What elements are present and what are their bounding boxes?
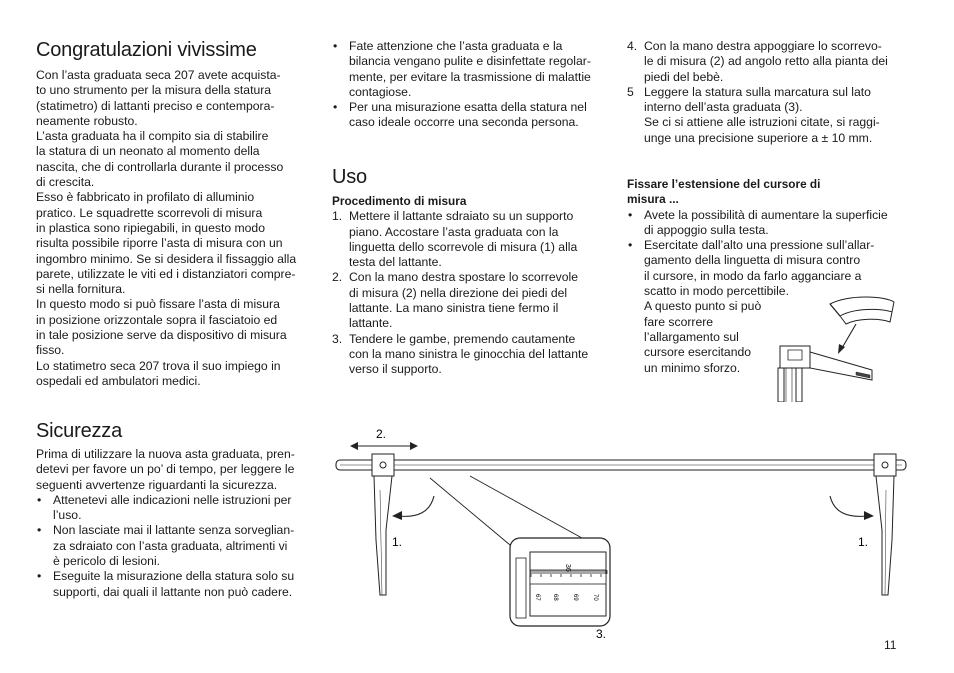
uso-section xyxy=(332,194,617,378)
label-1-left: 1. xyxy=(392,535,403,549)
text-line: • Attenetevi alle indicazioni nelle istruzioni per xyxy=(53,492,292,507)
text-line: gamento della linguetta di misura contro xyxy=(644,253,861,268)
text-line: di appoggio sulla testa. xyxy=(644,222,769,237)
text-line: Leggere la statura sulla marcatura sul lato xyxy=(644,84,871,99)
text-line: Esso è fabbricato in profilato di alluminio xyxy=(36,190,255,205)
page-number: 11 xyxy=(884,638,897,652)
text-line: cursore esercitando xyxy=(644,345,752,360)
text-line: l’allargamento sul xyxy=(644,329,739,344)
text-line: seguenti avvertenze riguardanti la sicurezza. xyxy=(36,477,278,492)
text-line: Prima di utilizzare la nuova asta graduata, pren- xyxy=(36,447,295,461)
text-line: caso ideale occorre una seconda persona. xyxy=(349,115,579,130)
text-line: Con l’asta graduata seca 207 avete acquista- xyxy=(36,68,281,82)
text-line: in plastica sono ripiegabili, in questo modo xyxy=(36,220,265,235)
text-line: contagiose. xyxy=(349,84,412,99)
text-line: un minimo sforzo. xyxy=(644,360,741,375)
col2-bullets xyxy=(332,39,617,131)
text-line: l’uso. xyxy=(53,508,82,523)
text-line: • Fate attenzione che l’asta graduata e la xyxy=(349,39,563,53)
text-line: neamente robusto. xyxy=(36,113,138,128)
label-2: 2. xyxy=(376,427,387,441)
text-line: in posizione orizzontale sopra il fasciatoio ed xyxy=(36,312,278,327)
reading-step-list xyxy=(627,39,917,146)
col3-steps xyxy=(627,39,917,146)
text-line: le di misura (2) ad angolo retto alla pianta dei xyxy=(644,54,888,69)
step-item xyxy=(332,332,617,378)
bullet-item xyxy=(36,523,321,569)
text-line: ingombro minimo. Se si desidera il fissaggio alla xyxy=(36,251,297,266)
safety-text xyxy=(36,447,321,600)
text-line: nascita, che di controllarla durante il processo xyxy=(36,159,284,174)
text-line: detevi per favore un po’ di tempo, per leggere le xyxy=(36,462,295,477)
text-line: la statura di un neonato al momento della xyxy=(36,144,260,159)
text-line: (statimetro) di lattanti preciso e contempora- xyxy=(36,98,275,113)
text-line: misura ... xyxy=(627,192,679,207)
heading-congratulazioni: Congratulazioni vivissime xyxy=(36,39,257,61)
bullet-item xyxy=(36,569,321,600)
bullet-item xyxy=(332,39,617,100)
text-line: A questo punto si può xyxy=(644,299,762,314)
text-line: lattante. xyxy=(349,316,393,331)
text-line: interno dell’asta graduata (3). xyxy=(644,100,803,115)
text-line: linguetta dello scorrevole di misura (1) alla xyxy=(349,239,578,254)
step-number: 2. xyxy=(332,270,343,285)
text-line: supporti, dai quali il lattante non può cadere. xyxy=(53,584,293,599)
scale-digit-2: 68 xyxy=(552,594,558,601)
text-line: è pericolo di lesioni. xyxy=(53,554,161,569)
scale-digit-4: 70 xyxy=(592,594,598,601)
safety-intro xyxy=(36,447,321,493)
hygiene-bullet-list xyxy=(332,39,617,131)
heading-uso: Uso xyxy=(332,166,367,188)
text-line: Con la mano destra spostare lo scorrevole xyxy=(349,270,578,285)
text-line: • Esercitate dall’alto una pressione sull’allar- xyxy=(644,238,875,253)
text-line: verso il supporto. xyxy=(349,362,442,377)
step-item xyxy=(627,85,917,146)
text-line: lattante. La mano sinistra tiene fermo il xyxy=(349,301,559,316)
text-line: • Eseguite la misurazione della statura solo su xyxy=(53,569,295,584)
step-number: 1. xyxy=(332,209,343,224)
text-line: scatto in modo percettibile. xyxy=(644,284,789,299)
scale-digit-1: 67 xyxy=(534,594,540,601)
uso-step-list xyxy=(332,209,617,377)
text-line: Tendere le gambe, premendo cautamente xyxy=(349,331,576,346)
safety-bullet-list xyxy=(36,493,321,600)
text-line: piano. Accostare l’asta graduata con la xyxy=(349,224,559,239)
text-line: di misura (2) nella direzione dei piedi del xyxy=(349,285,568,300)
text-line: fisso. xyxy=(36,343,65,358)
scale-digit-3: 69 xyxy=(572,594,578,601)
bullet-item xyxy=(36,493,321,524)
step-item xyxy=(332,209,617,270)
cursor-extension-illustration xyxy=(770,290,900,402)
text-line: Fissare l’estensione del cursore di xyxy=(627,177,821,191)
text-line: In questo modo si può fissare l’asta di misura xyxy=(36,297,280,312)
text-line: Se ci si attiene alle istruzioni citate, si raggi- xyxy=(644,115,880,130)
text-line: • Per una misurazione esatta della statura nel xyxy=(349,100,587,115)
step-number: 5 xyxy=(627,84,634,99)
text-line: di crescita. xyxy=(36,175,95,190)
text-line: il cursore, in modo da farlo agganciare a xyxy=(644,268,862,283)
intro-text xyxy=(36,68,321,389)
bullet-item xyxy=(332,100,617,131)
label-3: 3. xyxy=(596,627,607,641)
step-item xyxy=(332,270,617,331)
text-line: ospedali ed ambulatori medici. xyxy=(36,373,201,388)
step-number: 4. xyxy=(627,39,638,53)
subheading-fissare xyxy=(627,177,917,208)
text-line: • Avete la possibilità di aumentare la superficie xyxy=(644,207,888,222)
subheading-procedimento: Procedimento di misura xyxy=(332,194,467,208)
text-line: • Non lasciate mai il lattante senza sorveglian- xyxy=(53,523,295,538)
text-line: za sdraiato con l’asta graduata, altrimenti vi xyxy=(53,538,288,553)
text-line: L’asta graduata ha il compito sia di stabilire xyxy=(36,129,269,144)
text-line: bilancia vengano pulite e disinfettate regolar- xyxy=(349,54,591,69)
text-line: risulta possibile riporre l’asta di misura con un xyxy=(36,236,283,251)
text-line: con la mano sinistra le ginocchia del lattante xyxy=(349,346,589,361)
step-number: 3. xyxy=(332,331,343,346)
measuring-rod-illustration xyxy=(330,420,920,650)
heading-sicurezza: Sicurezza xyxy=(36,420,123,442)
text-line: parete, utilizzate le viti ed i distanziatori compre- xyxy=(36,266,296,281)
text-line: Con la mano destra appoggiare lo scorrevo- xyxy=(644,39,882,53)
text-line: testa del lattante. xyxy=(349,255,442,270)
bullet-item xyxy=(627,208,917,239)
text-line: mente, per evitare la trasmissione di malattie xyxy=(349,69,591,84)
text-line: fare scorrere xyxy=(644,314,714,329)
text-line: piedi del bebè. xyxy=(644,69,724,84)
text-line: pratico. Le squadrette scorrevoli di misura xyxy=(36,205,263,220)
text-line: unge una precisione superiore a ± 10 mm. xyxy=(644,130,873,145)
text-line: si nella fornitura. xyxy=(36,282,126,297)
label-1-right: 1. xyxy=(858,535,869,549)
step-item xyxy=(627,39,917,85)
text-line: to uno strumento per la misura della statura xyxy=(36,83,272,98)
scale-digit-top: 36 xyxy=(564,564,571,572)
text-line: in tale posizione serve da dispositivo di misura xyxy=(36,328,287,343)
text-line: Lo statimetro seca 207 trova il suo impiego in xyxy=(36,358,281,373)
text-line: Mettere il lattante sdraiato su un supporto xyxy=(349,209,574,224)
